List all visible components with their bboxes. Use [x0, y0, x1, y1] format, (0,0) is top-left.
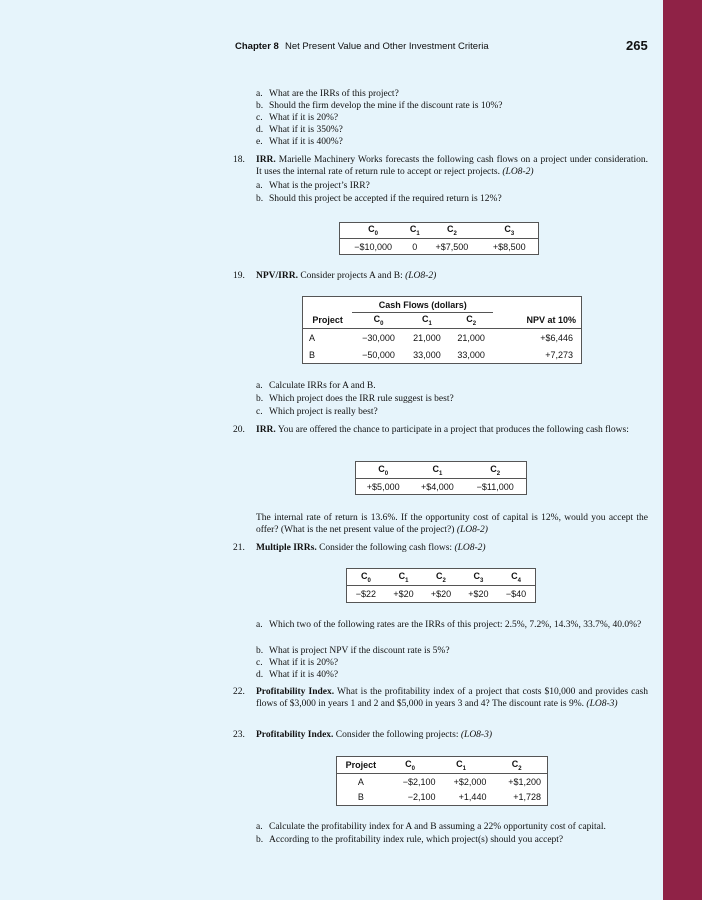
table-row: [303, 346, 582, 364]
table-row: [303, 329, 582, 347]
chapter-title: Net Present Value and Other Investment Criteria: [285, 41, 489, 52]
list-item: a. Calculate IRRs for A and B.: [256, 381, 376, 391]
col-header: $C_1$: [406, 223, 423, 239]
question-number: 18.: [233, 155, 245, 165]
table-cell: −$10,000: [354, 241, 392, 252]
col-header: $C_2$: [486, 757, 547, 774]
col-header: $C_4$: [497, 569, 535, 586]
question-21: Multiple IRRs. Consider the following cash flows: (LO8-2): [256, 543, 486, 553]
cash-flow-table-19: [302, 296, 582, 364]
question-22: Profitability Index. What is the profitability index of a project that costs $10,000 and provides cash flows of $3,000 in years 1 and 2 and $5,000 in years 3 and 4? The discount rate is 9%. (LO8-3): [256, 687, 648, 710]
question-number: 23.: [233, 730, 245, 740]
table-cell: +$2,000: [453, 776, 487, 787]
col-header: Project: [337, 757, 385, 774]
list-item: a. What are the IRRs of this project?: [256, 89, 399, 99]
table-cell: 33,000: [413, 349, 441, 360]
table-cell: +1,728: [513, 792, 541, 803]
question-23: Profitability Index. Consider the following projects: (LO8-3): [256, 730, 493, 740]
table-cell: +$6,446: [540, 332, 573, 343]
question-number: 21.: [233, 543, 245, 553]
col-header: $C_1$: [385, 569, 422, 586]
list-item: a. What is the project’s IRR?: [256, 181, 370, 191]
table-cell: 21,000: [413, 332, 441, 343]
col-header: $C_0$: [356, 462, 411, 479]
table-cell: B: [309, 349, 316, 360]
table-cell: 33,000: [457, 349, 485, 360]
table-cell: −50,000: [362, 349, 395, 360]
table-cell: −$22: [355, 589, 377, 599]
list-item: b. What is project NPV if the discount rate is 5%?: [256, 646, 450, 656]
list-item: c. Which project is really best?: [256, 407, 378, 417]
table-cell: 0: [412, 241, 418, 252]
cash-flow-table-21: [346, 568, 536, 603]
col-header: $C_0$: [352, 313, 405, 329]
table-cell: +1,440: [458, 792, 487, 803]
table-cell: −$40: [505, 589, 527, 599]
group-header: Cash Flows (dollars): [352, 297, 493, 313]
question-number: 19.: [233, 271, 245, 281]
table-cell: +$4,000: [421, 481, 454, 492]
col-header: $C_0$: [340, 223, 407, 239]
col-header: $C_2$: [422, 569, 459, 586]
col-header: $C_1$: [405, 313, 449, 329]
table-row: [356, 479, 527, 495]
question-20-followup: The internal rate of return is 13.6%. If the opportunity cost of capital is 12%, would you accept the offer? (What is the net present value of the project?) (LO8-2): [256, 513, 648, 536]
list-item: a. Which two of the following rates are the IRRs of this project: 2.5%, 7.2%, 14.3%, 33.7%, 40.0%?: [256, 620, 642, 630]
table-cell: A: [309, 332, 316, 343]
table-cell: +$7,500: [435, 241, 469, 252]
table-cell: A: [357, 776, 364, 787]
table-cell: +7,273: [545, 349, 573, 360]
table-cell: +$1,200: [508, 776, 541, 787]
col-header: $C_3$: [460, 569, 497, 586]
list-item: b. Should the firm develop the mine if the discount rate is 10%?: [256, 101, 503, 111]
table-cell: −$2,100: [402, 776, 436, 787]
cash-flow-table-18: [339, 222, 539, 255]
chapter-label: Chapter 8: [235, 41, 279, 52]
question-19: NPV/IRR. Consider projects A and B: (LO8-2): [256, 271, 437, 281]
table-row: [347, 586, 536, 603]
col-header: $C_2$: [464, 462, 526, 479]
col-header: $C_1$: [410, 462, 464, 479]
list-item: d. What if it is 40%?: [256, 670, 339, 680]
list-item: c. What if it is 20%?: [256, 658, 339, 668]
page-edge-stripe: [663, 0, 702, 900]
table-row: [337, 790, 548, 806]
list-item: b. According to the profitability index rule, which project(s) should you accept?: [256, 835, 564, 845]
col-header: Project: [303, 313, 353, 329]
table-cell: +$8,500: [492, 241, 526, 252]
table-cell: +$20: [468, 589, 489, 599]
list-item: c. What if it is 20%?: [256, 113, 339, 123]
question-number: 22.: [233, 687, 245, 697]
question-20: IRR. You are offered the chance to participate in a project that produces the following cash flows:: [256, 425, 629, 435]
col-header: $C_1$: [436, 757, 487, 774]
list-item: b. Should this project be accepted if the required return is 12%?: [256, 194, 502, 204]
col-header: $C_3$: [480, 223, 538, 239]
table-cell: +$5,000: [366, 481, 400, 492]
question-18: IRR. Marielle Machinery Works forecasts the following cash flows on a project under consideration. It uses the internal rate of return rule to accept or reject projects. (LO8-2): [256, 155, 648, 178]
table-cell: −30,000: [362, 332, 395, 343]
page-number: 265: [626, 38, 648, 53]
list-item: a. Calculate the profitability index for A and B assuming a 22% opportunity cost of capital.: [256, 822, 606, 832]
table-cell: 21,000: [457, 332, 485, 343]
list-item: e. What if it is 400%?: [256, 137, 343, 147]
col-header: NPV at 10%: [493, 313, 581, 329]
table-cell: −2,100: [407, 792, 436, 803]
table-cell: +$20: [393, 589, 414, 599]
table-cell: −$11,000: [476, 481, 514, 492]
table-cell: +$20: [430, 589, 452, 599]
question-number: 20.: [233, 425, 245, 435]
col-header: $C_0$: [347, 569, 385, 586]
list-item: b. Which project does the IRR rule suggest is best?: [256, 394, 454, 404]
table-row: [337, 774, 548, 790]
table-cell: B: [357, 792, 364, 803]
list-item: d. What if it is 350%?: [256, 125, 343, 135]
col-header: $C_0$: [385, 757, 436, 774]
col-header: $C_2$: [423, 223, 480, 239]
table-row: [340, 239, 539, 255]
col-header: $C_2$: [449, 313, 493, 329]
cash-flow-table-20: [355, 461, 527, 495]
cash-flow-table-23: [336, 756, 548, 806]
